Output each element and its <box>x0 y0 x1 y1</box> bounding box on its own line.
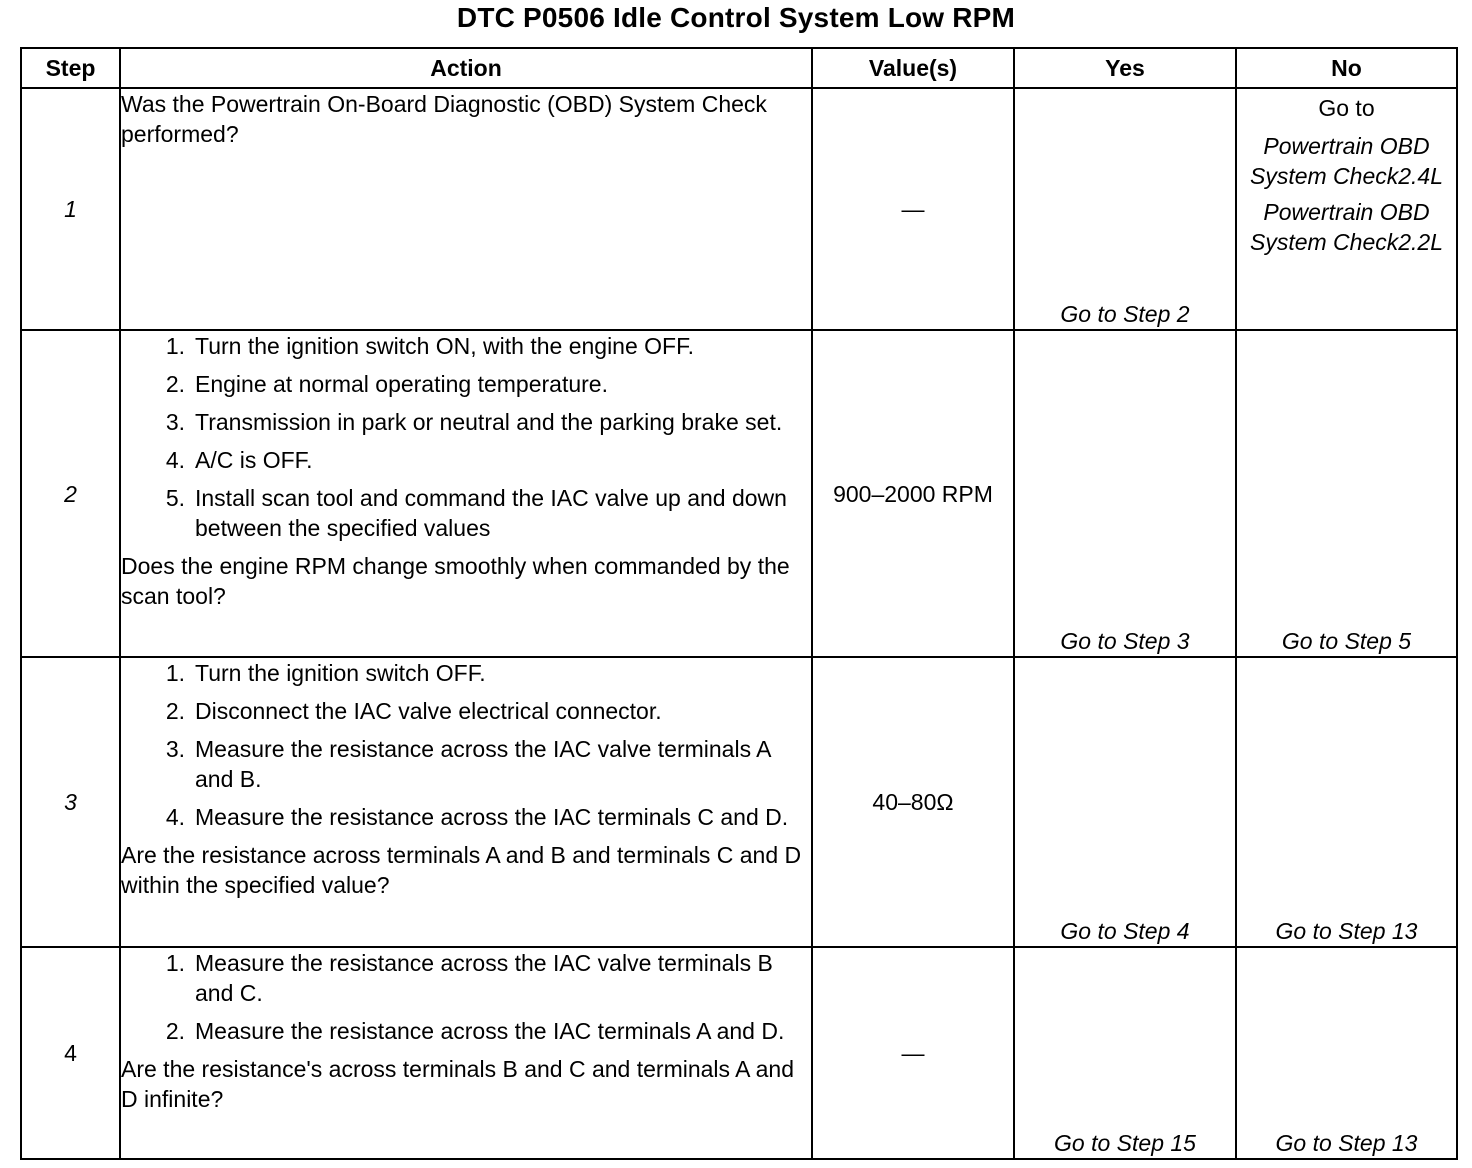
no-reference-link[interactable]: Powertrain OBD System Check2.4L <box>1249 133 1444 189</box>
table-header-row <box>21 48 1457 88</box>
yes-cell: Go to Step 3 <box>1014 330 1236 657</box>
value-cell: 900–2000 RPM <box>812 330 1014 657</box>
action-steps-list <box>121 948 811 1046</box>
header-no: No <box>1236 48 1457 88</box>
action-question: Was the Powertrain On-Board Diagnostic (OBD) System Check performed? <box>121 91 767 147</box>
list-item: 3. Transmission in park or neutral and the parking brake set. <box>165 409 783 435</box>
header-step: Step <box>21 48 120 88</box>
list-item: 1. Measure the resistance across the IAC valve terminals B and C. <box>165 950 773 1006</box>
header-values: Value(s) <box>812 48 1014 88</box>
list-item: 4. A/C is OFF. <box>165 447 313 473</box>
action-question: Are the resistance across terminals A and B and terminals C and D within the specified value? <box>121 842 802 898</box>
action-steps-list <box>121 658 811 832</box>
action-question: Does the engine RPM change smoothly when commanded by the scan tool? <box>121 553 790 609</box>
step-number: 3 <box>21 657 120 947</box>
list-item: 4. Measure the resistance across the IAC terminals C and D. <box>165 804 789 830</box>
no-cell: Go to Step 5 <box>1236 330 1457 657</box>
list-item: 5. Install scan tool and command the IAC valve up and down between the specified values <box>165 485 787 541</box>
action-cell <box>120 330 812 657</box>
no-reference-link[interactable]: Powertrain OBD System Check2.2L <box>1249 199 1444 255</box>
diagnostic-table <box>20 47 1458 1160</box>
no-goto-text: Go to <box>1318 95 1375 121</box>
action-steps-list <box>121 331 811 543</box>
value-cell: 40–80Ω <box>812 657 1014 947</box>
table-row <box>21 88 1457 330</box>
step-number: 2 <box>21 330 120 657</box>
value-cell: — <box>812 947 1014 1159</box>
table-row <box>21 947 1457 1159</box>
action-cell <box>120 657 812 947</box>
list-item: 2. Engine at normal operating temperature. <box>165 371 608 397</box>
no-cell: Go to Step 13 <box>1236 947 1457 1159</box>
step-number: 1 <box>21 88 120 330</box>
yes-cell: Go to Step 2 <box>1014 88 1236 330</box>
table-row <box>21 657 1457 947</box>
list-item: 3. Measure the resistance across the IAC valve terminals A and B. <box>165 736 771 792</box>
list-item: 2. Measure the resistance across the IAC terminals A and D. <box>165 1018 785 1044</box>
no-cell: Go to Step 13 <box>1236 657 1457 947</box>
no-cell <box>1236 88 1457 330</box>
header-yes: Yes <box>1014 48 1236 88</box>
action-cell <box>120 88 812 330</box>
list-item: 2. Disconnect the IAC valve electrical connector. <box>165 698 662 724</box>
action-cell <box>120 947 812 1159</box>
yes-cell: Go to Step 4 <box>1014 657 1236 947</box>
header-action: Action <box>120 48 812 88</box>
table-row <box>21 330 1457 657</box>
page-title: DTC P0506 Idle Control System Low RPM <box>456 2 1016 33</box>
value-cell: — <box>812 88 1014 330</box>
yes-cell: Go to Step 15 <box>1014 947 1236 1159</box>
action-question: Are the resistance's across terminals B and C and terminals A and D infinite? <box>121 1056 794 1112</box>
list-item: 1. Turn the ignition switch OFF. <box>165 660 486 686</box>
list-item: 1. Turn the ignition switch ON, with the engine OFF. <box>165 333 694 359</box>
step-number: 4 <box>21 947 120 1159</box>
